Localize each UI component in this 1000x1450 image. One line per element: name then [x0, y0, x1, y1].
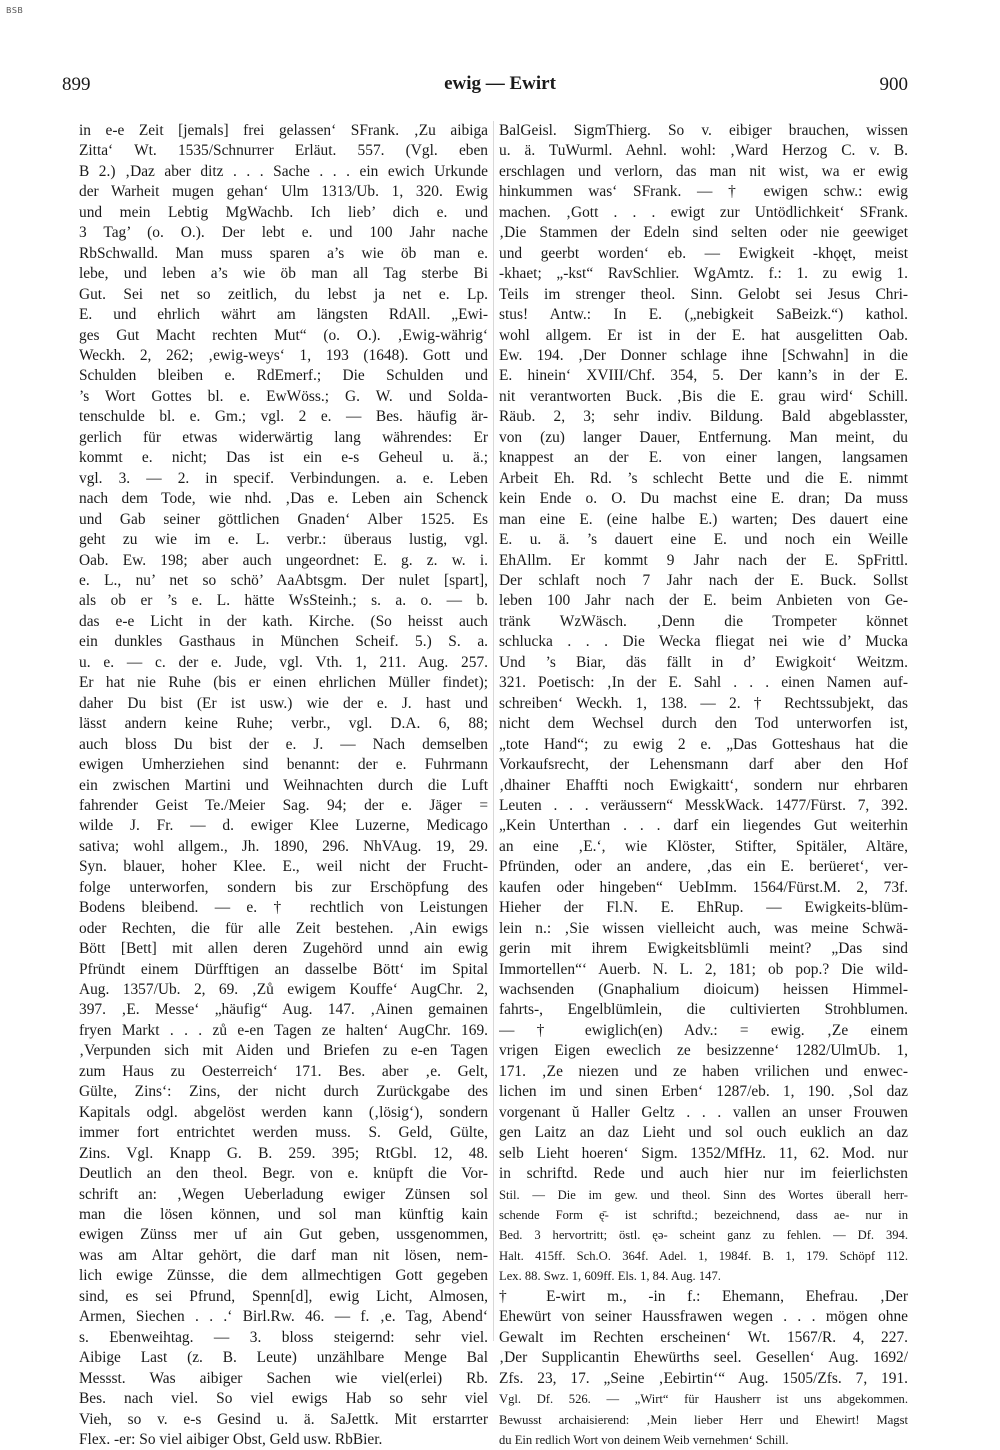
text-line: Bött [Bett] mit allen deren Zugehörd unnd ain ewig: [79, 940, 488, 958]
text-line: Gut. Sei net so zeitlich, du lebst ja net e. Lp.: [79, 285, 488, 303]
text-line: Ew. 194. ‚Der Donner schlage ihne [Schwahn] in die: [499, 346, 908, 364]
text-line: schreiben‘ Weckh. 1, 138. — 2. † Rechtssubjekt, das: [499, 694, 908, 712]
page-number-left: 899: [62, 74, 91, 95]
text-line: Halt. 415ff. Sch.O. 364f. Adel. 1, 1984f. B. 1, 179. Schöpf 112.: [499, 1248, 908, 1263]
text-line: Räub. 2, 3; sehr indiv. Bildung. Bald abgeblasster,: [499, 408, 908, 426]
text-line: Vgl. Df. 526. — „Wirt“ für Hausherr ist uns abgekommen.: [499, 1392, 908, 1407]
text-line: wohl allgem. Er ist in der E. hat ausgelitten Oab.: [499, 326, 908, 344]
text-line: ’s Wort Gottes bl. e. EwWöss.; G. W. und Solda-: [79, 387, 488, 405]
text-line: ges Gut Macht rechten Mut“ (o. O.). ‚Ewig-währig‘: [79, 326, 488, 344]
text-line: Aug. 1357/Ub. 2, 69. ‚Zů ewigem Kouffe‘ AugChr. 2,: [79, 981, 488, 999]
text-line: schlucka . . . Die Wecka fliegat nei wie d’ Mucka: [499, 633, 908, 651]
text-line: „Kein Unterthan . . . darf ein liegendes Gut weiterhin: [499, 817, 908, 835]
text-line: wachsenden (Gnaphalium dioicum) heissen Himmel-: [499, 981, 908, 999]
text-line: man die lösen können, und sol man künftig kain: [79, 1206, 488, 1224]
text-line: Schulden bleiben e. RdEmerf.; Die Schulden und: [79, 367, 488, 385]
text-line: e. L., nu’ net so schö’ AaAbtsgm. Der nulet [spart],: [79, 571, 488, 589]
text-line: gerlich für etwas widerwärtig lang währendes: Er: [79, 428, 488, 446]
text-line: machen. ‚Gott . . . ewigt zur Untödlichkeit‘ SFrank.: [499, 203, 908, 221]
column-divider: [493, 121, 494, 1341]
text-line: E. u. ä. ’s dauert eine E. und noch ein Weille: [499, 531, 908, 549]
text-line: fahrts-, Engelblümlein, die cultivierten Strohblumen.: [499, 1001, 908, 1019]
text-line: Zfs. 23, 17. „Seine ‚Eebirtin‘“ Aug. 1505/Zfs. 7, 191.: [499, 1369, 908, 1387]
text-line: selb Lieht hoeren‘ Sigm. 1352/MfHz. 11, 62. Mod. nur: [499, 1144, 908, 1162]
text-line: wilde J. Fr. — d. ewiger Klee Luzerne, Medicago: [79, 817, 488, 835]
text-line: lich ewige Zünsse, die dem allmechtigen Gott gegeben: [79, 1267, 488, 1285]
text-line: Bed. 3 hervortritt; östl. ęə- scheint ganz zu fehlen. — Df. 394.: [499, 1228, 908, 1243]
text-line: lebe, und leben a’s wie öb man all Tag sterbe Bi: [79, 265, 488, 283]
text-line: Stil. — Die im gew. und theol. Sinn des Wortes überall herr-: [499, 1187, 908, 1202]
text-line: tenschulde bl. e. Gm.; vgl. 2 e. — Bes. häufig är-: [79, 408, 488, 426]
text-line: du Ein redlich Wort von deinem Weib vernehmen‘ Schill.: [499, 1433, 789, 1447]
text-line: als ob er ’s e. L. hätte WsSteinh.; s. a. o. — b.: [79, 592, 488, 610]
text-line: tränk WzWäsch. ‚Denn die Trompeter könnet: [499, 612, 908, 630]
text-line: Kapitals odgl. abgelöst werden kann (‚lösig‘), sondern: [79, 1103, 488, 1121]
text-line: Und ’s Biar, däs fällt in d’ Ewigkoit‘ Weitzm.: [499, 653, 908, 671]
text-line: knappest an der E. von einer langen, langsamen: [499, 449, 908, 467]
text-line: man eine E. (eine halbe E.) warten; Des dauert eine: [499, 510, 908, 528]
text-line: Hieher der Fl.N. E. EhRup. — Ewigkeits-blüm-: [499, 899, 908, 917]
text-line: sind, es sei Pfrund, Spenn[d], ewig Licht, Almosen,: [79, 1287, 488, 1305]
text-line: ewigen Umherziehen sind benannt: der e. Fuhrmann: [79, 756, 488, 774]
right-column: [499, 121, 908, 1450]
text-line: stus! Antw.: In E. („nebigkeit SaBeizk.“) kathol.: [499, 306, 908, 324]
text-line: Armen, Siechen . . .‘ Birl.Rw. 46. — f. ‚e. Tag, Abend‘: [79, 1308, 488, 1326]
text-line: lässt andern keine Ruhe; verbr., vgl. D.A. 6, 88;: [79, 715, 488, 733]
text-line: Weckh. 2, 262; ‚ewig-weys‘ 1, 193 (1648). Gott und: [79, 346, 488, 364]
text-line: der Warheit mugen gehan‘ Ulm 1313/Ub. 1, 320. Ewig: [79, 183, 488, 201]
text-line: Messst. Was aibiger Sachen wie viel(erlei) Rb.: [79, 1369, 488, 1387]
text-line: 321. Poetisch: ‚In der E. Sahl . . . einen Namen auf-: [499, 674, 908, 692]
text-line: das e-e Licht in der kath. Kirche. (So heisst auch: [79, 612, 488, 630]
text-line: vrigen Eigen eweclich ze besizzenne‘ 1282/UlmUb. 1,: [499, 1042, 908, 1060]
text-line: geht zu wie im e. L. verbr.: überaus lustig, vgl.: [79, 531, 488, 549]
page-number-right: 900: [879, 74, 908, 95]
text-line: fahrender Geist Te./Meier Sag. 94; der e. Jäger =: [79, 796, 488, 814]
text-line: lein n.: ‚Sie wissen vielleicht auch, was meine Schwä-: [499, 919, 908, 937]
text-line: und geerbt worden‘ eb. — Ewigkeit -khǫęt, meist: [499, 244, 908, 262]
text-line: EhAllm. Er kommt 9 Jahr nach der E. SpFrittl.: [499, 551, 908, 569]
text-line: s. Ebenweihtag. — 3. bloss steigernd: sehr viel.: [79, 1328, 488, 1346]
text-line: Gülte, Zins‘: Zins, der nicht durch Zurückgabe des: [79, 1083, 488, 1101]
text-line: schrift an: ‚Wegen Ueberladung ewiger Zünsen sol: [79, 1185, 488, 1203]
text-line: Leuten . . . veräussern“ MesskWack. 1477/Fürst. 7, 392.: [499, 796, 908, 814]
text-line: und Gab seiner göttlichen Gnaden‘ Alber 1525. Es: [79, 510, 488, 528]
text-line: auch bloss Du bist der e. J. — Nach demselben: [79, 735, 488, 753]
text-line: Syn. blauer, hoher Klee. E., weil nicht der Frucht-: [79, 858, 488, 876]
text-line: Bes. nach viel. So viel ewigs Hab so sehr viel: [79, 1390, 488, 1408]
text-line: nicht dem Wechsel durch den Tod unterworfen ist,: [499, 715, 908, 733]
text-line: B 2.) ‚Daz aber ditz . . . Sache . . . ein ewich Urkunde: [79, 162, 488, 180]
text-line: in e-e Zeit [jemals] frei gelassen‘ SFrank. ‚Zu aibiga: [79, 122, 488, 139]
text-line: kommt e. nicht; Das ist ein e-s Geheul u. ä.;: [79, 449, 488, 467]
text-line: hinkummen was‘ SFrank. — † ewigen schw.: ewig: [499, 183, 908, 201]
text-line: -khaet; „-kst“ RavSchlier. WgAmtz. f.: 1. zu ewig 1.: [499, 265, 908, 283]
text-line: folge unterworfen, sondern bis zur Erschöpfung des: [79, 878, 488, 896]
text-line: Aibige Last (z. B. Leute) unzählbare Menge Bal: [79, 1349, 488, 1367]
text-line: gerin mit ihrem Ewigkeitsblümli meint? „Das sind: [499, 940, 908, 958]
text-line: Zitta‘ Wt. 1535/Schnurrer Erläut. 557. (Vgl. eben: [79, 142, 488, 160]
text-line: ein dunkles Gasthaus in München Scheif. 5.) S. a.: [79, 633, 488, 651]
text-line: Deutlich an den theol. Begr. von e. knüpft die Vor-: [79, 1165, 488, 1183]
text-line: Gewalt im Rechten erscheinen‘ Wt. 1567/R. 4, 227.: [499, 1328, 908, 1346]
text-line: ‚dhainer Ehaffti noch Ewigkaitt‘, sondern nur ehrbaren: [499, 776, 908, 794]
text-line: ‚Der Supplicantin Ehewürths seel. Gesellen‘ Aug. 1692/: [499, 1349, 908, 1367]
text-line: leben 100 Jahr nach der E. beim Anbieten von Ge-: [499, 592, 908, 610]
text-line: von (zu) langer Dauer, Entfernung. Man meint, du: [499, 428, 908, 446]
text-line: u. e. — c. der e. Jude, vgl. Vth. 1, 211. Aug. 257.: [79, 653, 488, 671]
text-line: † E-wirt m., -in f.: Ehemann, Ehefrau. ‚Der: [499, 1287, 908, 1305]
text-line: ewigen Zünss mer uf ain Gut geben, ussgenommen,: [79, 1226, 488, 1244]
text-line: 171. ‚Ze niezen und ze haben vrilichen und enwec-: [499, 1062, 908, 1080]
text-line: erschlagen und verlorn, das man nit wist, wa er ewig: [499, 162, 908, 180]
text-line: ein zwischen Martini und Weihnachten durch die Luft: [79, 776, 488, 794]
text-line: Vieh, so v. e-s Gesind u. ä. SaJettk. Mit erstarrter: [79, 1410, 488, 1428]
text-line: was am Altar gehört, die darf man nit lösen, nem-: [79, 1246, 488, 1264]
text-line: Bodens bleibend. — e. † rechtlich von Leistungen: [79, 899, 488, 917]
text-line: schende Form ę̄- ist schriftd.; bezeichnend, dass ae- nur in: [499, 1208, 908, 1223]
text-line: Pfründen, oder an andere, ‚das ein E. berüeret‘, ver-: [499, 858, 908, 876]
text-line: BalGeisl. SigmThierg. So v. eibiger brauchen, wissen: [499, 122, 908, 139]
text-line: — † ewiglich(en) Adv.: = ewig. ‚Ze einem: [499, 1021, 908, 1039]
text-line: fryen Markt . . . zů e-en Tagen ze halten‘ AugChr. 169.: [79, 1021, 488, 1039]
text-line: Bewusst archaisierend: ‚Mein lieber Herr und Ehewirt! Magst: [499, 1412, 908, 1427]
text-line: sativa; wohl allgem., Jh. 1890, 296. NhVAug. 19, 29.: [79, 837, 488, 855]
text-line: Pfründt einem Dürfftigen an dasselbe Bött‘ im Spital: [79, 960, 488, 978]
text-line: ‚Verpunden sich mit Aiden und Briefen zu e-en Tagen: [79, 1042, 488, 1060]
text-line: zum Haus zu Oesterreich‘ 171. Bes. aber ‚e. Gelt,: [79, 1062, 488, 1080]
text-line: „tote Hand“; zu ewig 2 e. „Das Gotteshaus hat die: [499, 735, 908, 753]
text-line: ‚Die Stammen der Edeln sind selten oder nie geewiget: [499, 224, 908, 242]
text-line: Lex. 88. Swz. 1, 609ff. Els. 1, 84. Aug. 147.: [499, 1269, 721, 1284]
text-line: kein Ende o. O. Du machst eine E. dran; Da muss: [499, 490, 908, 508]
text-line: vorgenant ŭ Haller Geltz . . . vallen an unser Frouwen: [499, 1103, 908, 1121]
text-line: Vorkaufsrecht, der Lehensmann darf aber den Hof: [499, 756, 908, 774]
text-line: oder Rechten, die für alle Zeit bestehen. ‚Ain ewigs: [79, 919, 488, 937]
library-stamp: BSB: [6, 6, 24, 15]
text-line: E. und ehrlich währt am längsten RdAll. „Ewi-: [79, 306, 488, 324]
text-line: 3 Tag’ (o. O.). Der lebt e. und 100 Jahr nache: [79, 224, 488, 242]
text-line: Flex. -er: So viel aibiger Obst, Geld usw. RbBier.: [79, 1431, 383, 1448]
text-line: Oab. Ew. 198; aber auch ungeordnet: E. g. z. w. i.: [79, 551, 488, 569]
text-line: in schriftd. Rede und auch hier nur im feierlichsten: [499, 1165, 908, 1183]
text-line: Teils im strenger theol. Sinn. Gelobt sei Jesus Chri-: [499, 285, 908, 303]
text-line: kaufen oder hingeben“ UebImm. 1564/Fürst.M. 2, 73f.: [499, 878, 908, 896]
text-line: Der schlaft noch 7 Jahr nach der E. Buck. Sollst: [499, 571, 908, 589]
text-line: Ehewürt von seiner Haussfrawen wegen . . . mögen ohne: [499, 1308, 908, 1326]
text-line: daher Du bist (Er ist usw.) wie der e. J. hast und: [79, 694, 488, 712]
text-line: RbSchwalld. Man muss sparen a’s wie öb man e.: [79, 244, 488, 262]
text-line: nit verantworten Buck. ‚Bis die E. grau wird‘ Schill.: [499, 387, 908, 405]
text-line: immer fort entrichtet werden muss. S. Geld, Gülte,: [79, 1124, 488, 1142]
text-line: und mein Lebtig MgWachb. Ich lieb’ dich e. und: [79, 203, 488, 221]
text-line: an eine ‚E.‘, wie Klöster, Stifter, Spitäler, Altäre,: [499, 837, 908, 855]
text-line: nach dem Tode, wie nhd. ‚Das e. Leben ain Schenck: [79, 490, 488, 508]
text-line: Zins. Vgl. Knapp G. B. 259. 395; RtGbl. 12, 48.: [79, 1144, 488, 1162]
text-line: u. ä. TuWurml. Aehnl. wohl: ‚Ward Herzog C. v. B.: [499, 142, 908, 160]
text-line: Er hat nie Ruhe (bis er einen ehrlichen Müller findet);: [79, 674, 488, 692]
text-line: gen Laitz an daz Lieht und sol ouch euklich an daz: [499, 1124, 908, 1142]
text-line: Immortellen“‘ Auerb. N. L. 2, 181; ob pop.? Die wild-: [499, 960, 908, 978]
left-column: [79, 121, 488, 1450]
text-line: lichen im und sinen Erben‘ 1287/eb. 1, 190. ‚Sol daz: [499, 1083, 908, 1101]
text-line: vgl. 3. — 2. in specif. Verbindungen. a. e. Leben: [79, 469, 488, 487]
running-head: ewig — Ewirt: [444, 73, 556, 94]
text-line: Arbeit Eh. Rd. ’s schlecht Bette und die E. nimmt: [499, 469, 908, 487]
text-line: 397. ‚E. Messe‘ „häufig“ Aug. 147. ‚Ainen gemainen: [79, 1001, 488, 1019]
text-line: E. hinein‘ XVIII/Chf. 354, 5. Der kann’s in der E.: [499, 367, 908, 385]
